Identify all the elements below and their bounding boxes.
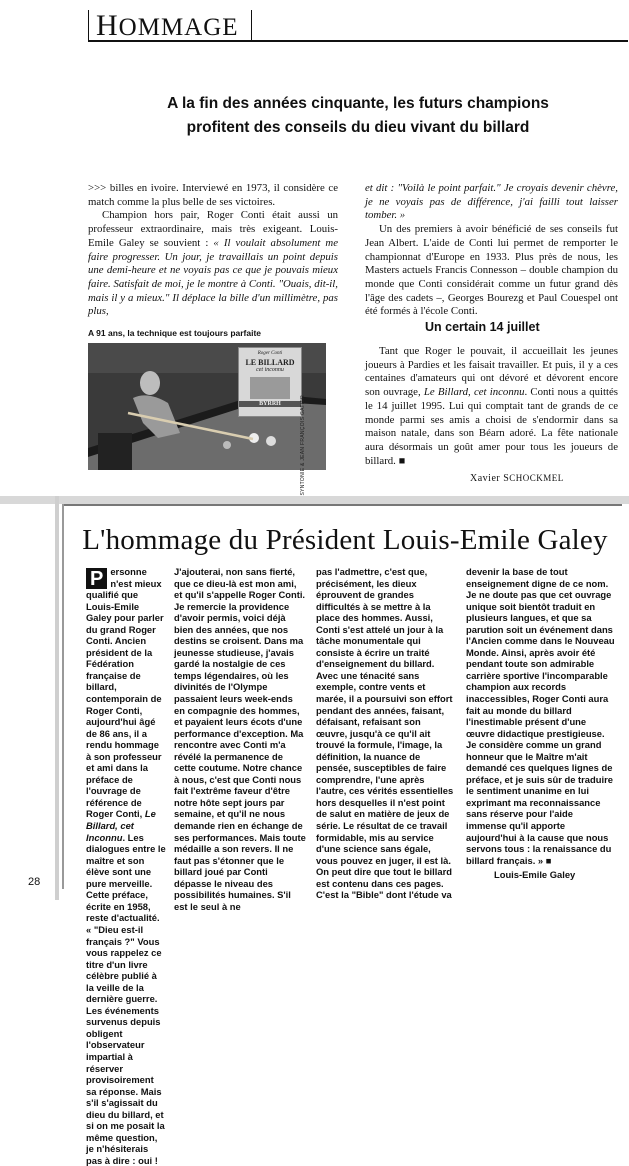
book-illustration bbox=[250, 377, 290, 399]
drop-cap: P bbox=[86, 568, 107, 589]
box-top-band bbox=[0, 496, 629, 504]
book-cover bbox=[238, 347, 302, 417]
tribute-column-3: pas l'admettre, c'est que, précisément, les dieux éprouvent de grandes difficultés à se mettre à la place des hommes. Aussi, Conti s'est attelé un jour à la tâche monumentale qui consiste à écrire un traité d'enseignement du billard. Avec une ténacité sans exemple, contre vents et marée, il a poursuivi son effort pendant des années, faisant, défaisant, refaisant son œuvre, jusqu'à ce qu'il ait trouvé la formule, l'image, la définition, la nuance de pensée, susceptibles de faire comprendre, l'une après l'autre, ces vérités essentielles hors desquelles il n'est point de salut en matière de jeux de série. Le résultat de ce travail formidable, mis au service d'une science sans égale, vous pouvez en juger, il est là. On peut dire que tout le billard est contenu dans ces pages. C'est la "Bible" dont l'étude va bbox=[316, 566, 454, 901]
paragraph-4b: . Conti nous a quittés le 14 juillet 1995. Lui qui comptait tant de grands de ce monde parmi ses amis a choisi de s'endormir dans sa maison natale, dans son Béarn adoré. La fête nationale aura désormais un goût amer pour tous les joueurs de billard. bbox=[365, 386, 618, 467]
article-column-2 bbox=[365, 182, 618, 319]
box-left-band bbox=[55, 496, 59, 900]
box-top-border bbox=[62, 504, 622, 506]
tribute-column-4: devenir la base de tout enseignement digne de ce nom. Je ne doute pas que cet ouvrage unique soit bientôt traduit en plusieurs langues, et que sa parution soit un événement dans l'Ancien comme dans le Nouveau Monde. Ainsi, après avoir été pendant toute son admirable carrière sportive l'incomparable champion aux records inaccessibles, Roger Conti aura fait au monde du billard l'inestimable présent d'une œuvre didactique prestigieuse. Je considère comme un grand honneur que le Maître m'ait demandé ces quelques lignes de préface, et je suis sûr de traduire le sentiment unanime en lui exprimant ma reconnaissance sans réserve pour l'aide immense qu'il apporte aujourd'hui à la cause que nous servons tous : la renaissance du billard français. » ■ Louis-Emile Galey bbox=[466, 566, 615, 881]
tribute-signature: Louis-Emile Galey bbox=[494, 869, 576, 881]
author-signature: Xavier SCHOCKMEL bbox=[470, 473, 564, 484]
page-number: 28 bbox=[28, 876, 41, 888]
continuation-marker: >>> bbox=[88, 182, 107, 194]
book-title-inline: Le Billard, cet Inconnu bbox=[86, 808, 156, 843]
section-rubric: HOMMAGE bbox=[96, 9, 239, 42]
tribute-column-1: P ersonne n'est mieux qualifié que Louis-Emile Galey pour parler du grand Roger Conti. Ancien président de la Fédération française de billard, contemporain de Roger Conti, aujourd'hui âgé de 86 ans, il a rendu hommage à son professeur et ami dans la préface de l'ouvrage de référence de Roger Conti, Le Billard, cet Inconnu. Les dialogues entre le maître et son élève sont une pure merveille. Cette préface, écrite en 1958, reste d'actualité. « "Dieu est-il français ?" Vous vous rappelez ce titre d'un livre célèbre publié à la veille de la dernière guerre. Les événements survenus depuis obligent l'observateur impartial à réserver provisoirement sa réponse. Mais s'il s'agissait du dieu du billard, et si on me posait la même question, je n'hésiterais pas à dire : oui ! bbox=[86, 566, 166, 1166]
end-mark: ■ bbox=[398, 454, 406, 467]
article-column-1 bbox=[88, 182, 338, 319]
section-subhead: Un certain 14 juillet bbox=[425, 320, 540, 334]
quote-continuation: et dit : "Voilà le point parfait." Je croyais devenir chèvre, je ne voyais pas de différence, j'ai failli tout laisser tomber. » bbox=[365, 182, 618, 222]
article-column-2b bbox=[365, 345, 618, 468]
tribute-title: L'hommage du Président Louis-Emile Galey bbox=[82, 524, 608, 556]
paragraph-1: billes en ivoire. Interviewé en 1973, il considère ce match comme la plus belle de ses victoires. bbox=[88, 182, 339, 208]
box-left-border bbox=[62, 504, 64, 889]
paragraph-3: Un des premiers à avoir bénéficié de ses conseils fut Jean Albert. L'aide de Conti lui permet de remporter le championnat d'Europe en 1933. Plus près de nous, les Masters actuels Francis Connesson – double champion du monde que Conti considérait comme un futur grand dès l'âge des cadets –, Georges Bourezg et Paul Couespel ont été formés à l'école Conti. bbox=[365, 223, 618, 318]
book-author: Roger Conti bbox=[257, 351, 283, 356]
photo-caption: A 91 ans, la technique est toujours parfaite bbox=[88, 328, 262, 338]
tribute-column-2: J'ajouterai, non sans fierté, que ce dieu-là est mon ami, et qu'il s'appelle Roger Conti. Je remercie la providence d'avoir permis, voici déjà bien des années, que nos destins se croisent. Dans ma jeunesse studieuse, j'avais gardé la nostalgie de ces temps légendaires, où les divinités de l'Olympe passaient leurs week-ends en compagnie des hommes, et payaient leurs écots d'une performance d'exception. Ma rencontre avec Conti m'a révélé la permanence de cette coutume. Notre chance à nous, c'est que Conti nous fait l'extrême faveur d'être notre hôte sept jours par semaine, et qu'il ne nous demande rien en échange de ses performances. Mais toute médaille a son revers. Il ne faut pas s'étonner que le billard joué par Conti dépasse le niveau des possibilités humaines. S'il est le seul à ne bbox=[174, 566, 306, 912]
billiard-photo bbox=[88, 343, 326, 470]
paragraph-2: Champion hors pair, Roger Conti était aussi un professeur extraordinaire, mais très exigeant. Louis-Emile Galey se souvient : bbox=[88, 209, 338, 249]
article-subtitle bbox=[88, 92, 628, 140]
book-sponsor: BYRRH bbox=[239, 401, 301, 407]
tribute-end-mark: ■ bbox=[545, 854, 552, 866]
subtitle-line-1: A la fin des années cinquante, les futurs champions bbox=[167, 95, 549, 112]
book-subtitle: cet inconnu bbox=[256, 367, 284, 373]
paragraph-4a: Tant que Roger le pouvait, il accueillait les jeunes joueurs à Pardies et les faisait travailler. Et puis, il y a ces centaines d'amateurs qui ont dévoré et dévorent encore son ouvrage, bbox=[365, 345, 618, 399]
book-title: LE BILLARD bbox=[245, 358, 295, 367]
book-reference: Le Billard, cet inconnu bbox=[423, 386, 525, 399]
subtitle-line-2: profitent des conseils du dieu vivant du billard bbox=[186, 119, 530, 136]
galey-quote: « Il voulait absolument me faire progresser. Un jour, je travaillais un point depuis une demi-heure et ne voyais pas ce que je pouvais mieux faire. Satisfait de moi, je le montre à Conti. "Ouais, dit-il, mais il y a mieux." Il déplace la bille d'un millimètre, pas plus, bbox=[88, 236, 338, 318]
photo-credit: SYNTONIE & JEAN FRANÇOIS GATIER bbox=[300, 395, 306, 496]
